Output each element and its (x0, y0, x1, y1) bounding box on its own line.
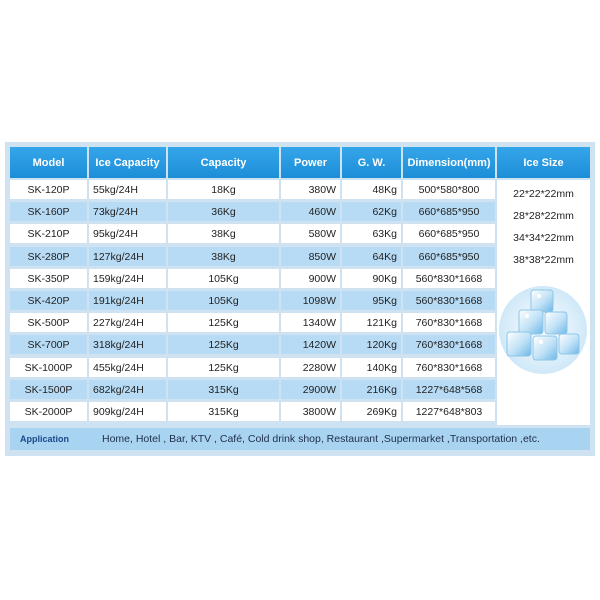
spec-table (5, 142, 595, 456)
application-label: Application (20, 434, 69, 444)
header-dimension: Dimension(mm) (403, 147, 495, 178)
table-cell-ice-capacity: 682kg/24H (89, 380, 166, 399)
header-gw: G. W. (342, 147, 401, 178)
table-cell-dimension: 560*830*1668 (403, 291, 495, 310)
table-cell-model: SK-120P (10, 180, 87, 199)
table-cell-power: 1340W (281, 313, 340, 332)
table-cell-power: 1098W (281, 291, 340, 310)
table-cell-gw: 121Kg (342, 313, 401, 332)
table-cell-power: 2900W (281, 380, 340, 399)
table-cell-ice-capacity: 73kg/24H (89, 202, 166, 221)
table-cell-power: 460W (281, 202, 340, 221)
table-cell-gw: 269Kg (342, 402, 401, 421)
table-cell-capacity: 105Kg (168, 269, 279, 288)
table-cell-ice-capacity: 455kg/24H (89, 358, 166, 377)
table-cell-capacity: 125Kg (168, 313, 279, 332)
table-cell-capacity: 36Kg (168, 202, 279, 221)
table-cell-dimension: 760*830*1668 (403, 313, 495, 332)
table-cell-gw: 63Kg (342, 224, 401, 243)
table-cell-power: 2280W (281, 358, 340, 377)
ice-size-item: 34*34*22mm (513, 232, 574, 244)
table-cell-capacity: 315Kg (168, 380, 279, 399)
table-cell-dimension: 1227*648*568 (403, 380, 495, 399)
table-cell-gw: 120Kg (342, 335, 401, 354)
table-cell-power: 580W (281, 224, 340, 243)
table-cell-gw: 62Kg (342, 202, 401, 221)
ice-size-item: 22*22*22mm (513, 188, 574, 200)
table-cell-model: SK-500P (10, 313, 87, 332)
table-cell-model: SK-350P (10, 269, 87, 288)
table-cell-model: SK-280P (10, 247, 87, 266)
table-cell-dimension: 660*685*950 (403, 202, 495, 221)
table-cell-dimension: 660*685*950 (403, 224, 495, 243)
table-cell-power: 850W (281, 247, 340, 266)
table-cell-capacity: 125Kg (168, 358, 279, 377)
ice-size-column (497, 180, 590, 425)
table-cell-model: SK-700P (10, 335, 87, 354)
table-cell-dimension: 760*830*1668 (403, 335, 495, 354)
table-cell-gw: 48Kg (342, 180, 401, 199)
table-cell-dimension: 760*830*1668 (403, 358, 495, 377)
table-cell-capacity: 125Kg (168, 335, 279, 354)
ice-cubes-icon (497, 280, 590, 380)
table-cell-dimension: 660*685*950 (403, 247, 495, 266)
table-cell-dimension: 500*580*800 (403, 180, 495, 199)
table-cell-power: 380W (281, 180, 340, 199)
table-cell-gw: 216Kg (342, 380, 401, 399)
header-power: Power (281, 147, 340, 178)
header-model: Model (10, 147, 87, 178)
ice-size-item: 38*38*22mm (513, 254, 574, 266)
table-cell-ice-capacity: 227kg/24H (89, 313, 166, 332)
table-cell-gw: 90Kg (342, 269, 401, 288)
table-cell-ice-capacity: 909kg/24H (89, 402, 166, 421)
table-cell-ice-capacity: 55kg/24H (89, 180, 166, 199)
table-cell-gw: 95Kg (342, 291, 401, 310)
header-ice-capacity: Ice Capacity (89, 147, 166, 178)
table-cell-gw: 140Kg (342, 358, 401, 377)
table-cell-power: 1420W (281, 335, 340, 354)
table-cell-ice-capacity: 159kg/24H (89, 269, 166, 288)
application-bar (10, 428, 590, 450)
header-capacity: Capacity (168, 147, 279, 178)
table-cell-ice-capacity: 191kg/24H (89, 291, 166, 310)
header-ice-size: Ice Size (497, 147, 590, 178)
table-cell-model: SK-210P (10, 224, 87, 243)
table-cell-ice-capacity: 127kg/24H (89, 247, 166, 266)
table-cell-power: 900W (281, 269, 340, 288)
table-cell-capacity: 18Kg (168, 180, 279, 199)
table-cell-capacity: 38Kg (168, 224, 279, 243)
table-cell-power: 3800W (281, 402, 340, 421)
table-cell-gw: 64Kg (342, 247, 401, 266)
table-cell-dimension: 560*830*1668 (403, 269, 495, 288)
table-cell-ice-capacity: 95kg/24H (89, 224, 166, 243)
table-cell-model: SK-420P (10, 291, 87, 310)
application-text: Home, Hotel , Bar, KTV , Café, Cold drink shop, Restaurant ,Supermarket ,Transportation ,etc. (102, 433, 540, 445)
table-cell-capacity: 38Kg (168, 247, 279, 266)
table-cell-capacity: 105Kg (168, 291, 279, 310)
table-cell-model: SK-1000P (10, 358, 87, 377)
table-cell-ice-capacity: 318kg/24H (89, 335, 166, 354)
ice-size-item: 28*28*22mm (513, 210, 574, 222)
table-cell-model: SK-2000P (10, 402, 87, 421)
table-cell-capacity: 315Kg (168, 402, 279, 421)
table-cell-model: SK-160P (10, 202, 87, 221)
table-cell-dimension: 1227*648*803 (403, 402, 495, 421)
table-cell-model: SK-1500P (10, 380, 87, 399)
